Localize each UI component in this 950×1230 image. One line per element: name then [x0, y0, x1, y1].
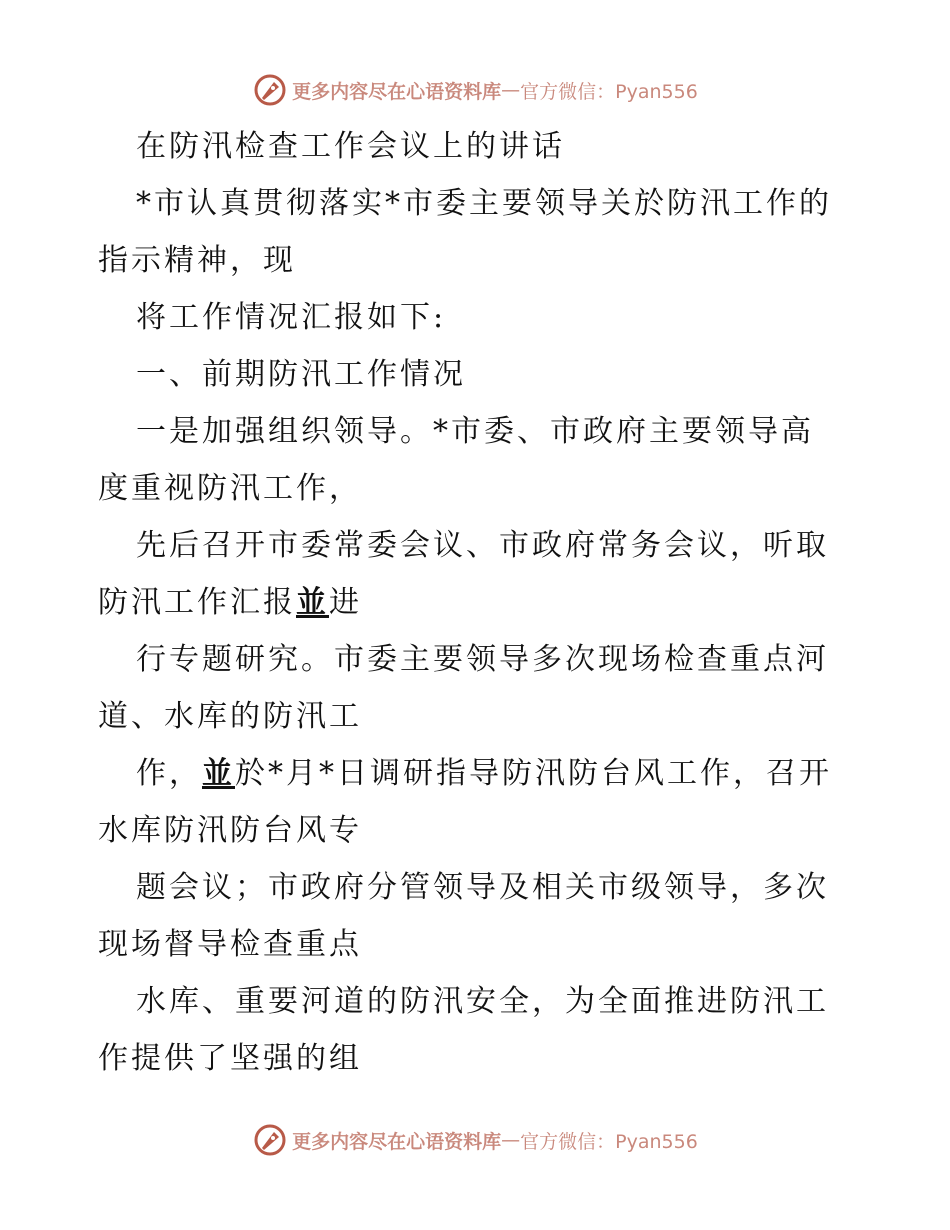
- watermark-separator: —: [501, 79, 521, 101]
- line-text: 於*月*日调研指导防汛防台风工作，召开: [235, 756, 832, 791]
- paragraph-line: 道、水库的防汛工: [98, 699, 362, 734]
- paragraph-line: 将工作情况汇报如下:: [136, 300, 447, 335]
- watermark-brand: 更多内容尽在心语资料库: [292, 1130, 502, 1153]
- watermark-separator: —: [501, 1129, 521, 1151]
- paragraph-line: [98, 745, 858, 802]
- paragraph-line: 指示精神，现: [98, 243, 296, 278]
- line-text: 作，: [136, 756, 202, 791]
- paragraph-line: 题会议；市政府分管领导及相关市级领导，多次: [136, 870, 829, 905]
- paragraph-line: 一是加强组织领导。*市委、市政府主要领导高: [136, 414, 814, 449]
- emphasized-char: 並: [296, 585, 329, 620]
- watermark-footer: [0, 1120, 950, 1160]
- line-text: 防汛工作汇报: [98, 585, 296, 620]
- watermark-header: [0, 70, 950, 110]
- emphasized-char: 並: [202, 756, 235, 791]
- document-body: [98, 118, 858, 1087]
- paragraph-line: *市认真贯彻落实*市委主要领导关於防汛工作的: [136, 186, 832, 221]
- watermark-contact: 官方微信：Pyan556: [520, 1130, 698, 1153]
- section-heading: 一、前期防汛工作情况: [136, 357, 466, 392]
- paragraph-line: 度重视防汛工作，: [98, 471, 362, 506]
- document-title: 在防汛检查工作会议上的讲话: [136, 129, 565, 164]
- paragraph-line: 水库防汛防台风专: [98, 813, 362, 848]
- paragraph-line: 现场督导检查重点: [98, 927, 362, 962]
- pen-nib-circle-icon: [252, 72, 288, 108]
- pen-nib-circle-icon: [252, 1122, 288, 1158]
- paragraph-line: [98, 574, 858, 631]
- paragraph-line: 水库、重要河道的防汛安全，为全面推进防汛工: [136, 984, 829, 1019]
- line-text: 进: [329, 585, 362, 620]
- watermark-contact: 官方微信：Pyan556: [520, 80, 698, 103]
- paragraph-line: 作提供了坚强的组: [98, 1041, 362, 1076]
- watermark-brand: 更多内容尽在心语资料库: [292, 80, 502, 103]
- paragraph-line: 行专题研究。市委主要领导多次现场检查重点河: [136, 642, 829, 677]
- paragraph-line: 先后召开市委常委会议、市政府常务会议，听取: [136, 528, 829, 563]
